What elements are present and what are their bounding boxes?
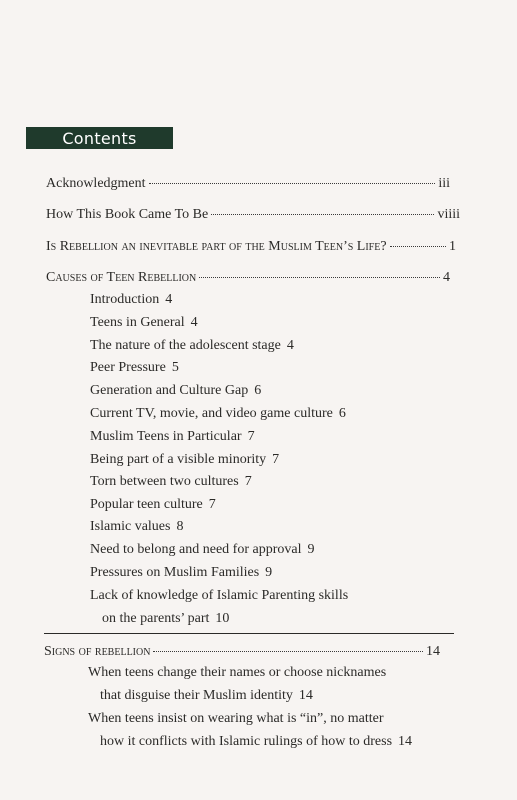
toc-subentry[interactable] bbox=[90, 588, 348, 604]
dot-leader bbox=[149, 183, 436, 184]
toc-subentry[interactable] bbox=[88, 665, 386, 681]
toc-subentry[interactable] bbox=[90, 406, 346, 422]
toc-subentry-title: Teens in General bbox=[90, 315, 185, 330]
toc-subentry-page: 10 bbox=[215, 611, 230, 626]
contents-heading: Contents bbox=[62, 128, 137, 148]
contents-heading-banner bbox=[26, 127, 173, 149]
toc-entry-page: 14 bbox=[426, 644, 440, 659]
toc-entry-how-this-book[interactable] bbox=[46, 207, 460, 223]
toc-subentry-title: how it conflicts with Islamic rulings of how to dress bbox=[100, 734, 393, 749]
dot-leader bbox=[211, 214, 434, 215]
toc-entry-page: 4 bbox=[443, 270, 450, 285]
toc-subentry-title: When teens insist on wearing what is “in”, no matter bbox=[88, 711, 384, 726]
toc-subentry[interactable] bbox=[90, 474, 252, 490]
toc-entry-page: viiii bbox=[437, 207, 460, 222]
toc-subentry-title: Popular teen culture bbox=[90, 497, 203, 512]
toc-subentry-title: The nature of the adolescent stage bbox=[90, 338, 281, 353]
toc-subentry-page: 7 bbox=[272, 452, 280, 467]
toc-subentry[interactable] bbox=[90, 497, 216, 513]
toc-subentry[interactable] bbox=[90, 315, 198, 331]
toc-subentry[interactable] bbox=[90, 519, 183, 535]
toc-subentry-title: Generation and Culture Gap bbox=[90, 383, 249, 398]
toc-subentry[interactable] bbox=[102, 611, 229, 627]
toc-subentry-page: 6 bbox=[338, 406, 346, 421]
toc-entry-acknowledgment[interactable] bbox=[46, 176, 450, 192]
toc-subentry-page: 9 bbox=[307, 542, 315, 557]
toc-subentry-title: Islamic values bbox=[90, 519, 171, 534]
toc-entry-causes[interactable] bbox=[46, 270, 450, 286]
toc-subentry-page: 8 bbox=[176, 519, 184, 534]
toc-subentry-page: 6 bbox=[254, 383, 262, 398]
toc-subentry-page: 4 bbox=[190, 315, 198, 330]
toc-subentry-page: 14 bbox=[398, 734, 413, 749]
toc-subentry[interactable] bbox=[90, 292, 172, 308]
toc-subentry-title: that disguise their Muslim identity bbox=[100, 688, 293, 703]
dot-leader bbox=[153, 651, 423, 652]
toc-subentry-title: Need to belong and need for approval bbox=[90, 542, 302, 557]
toc-subentry[interactable] bbox=[90, 452, 279, 468]
toc-subentry-page: 4 bbox=[165, 292, 173, 307]
dot-leader bbox=[390, 246, 446, 247]
toc-entry-signs-of-rebellion[interactable] bbox=[44, 644, 440, 660]
toc-subentry-title: Muslim Teens in Particular bbox=[90, 429, 242, 444]
toc-subentry[interactable] bbox=[90, 542, 314, 558]
toc-subentry[interactable] bbox=[88, 711, 383, 727]
toc-subentry-page: 7 bbox=[208, 497, 216, 512]
toc-subentry-page: 4 bbox=[286, 338, 294, 353]
toc-subentry[interactable] bbox=[90, 429, 255, 445]
toc-entry-page: 1 bbox=[449, 239, 456, 254]
toc-subentry-title: Lack of knowledge of Islamic Parenting skills bbox=[90, 588, 349, 603]
toc-subentry-page: 7 bbox=[247, 429, 255, 444]
toc-subentry[interactable] bbox=[90, 360, 179, 376]
toc-subentry[interactable] bbox=[90, 338, 294, 354]
toc-subentry-title: Introduction bbox=[90, 292, 160, 307]
toc-subentry[interactable] bbox=[100, 688, 313, 704]
toc-subentry[interactable] bbox=[90, 565, 272, 581]
toc-subentry-page: 7 bbox=[244, 474, 252, 489]
toc-subentry-title: Torn between two cultures bbox=[90, 474, 239, 489]
toc-entry-title: How This Book Came To Be bbox=[46, 207, 209, 222]
toc-subentry[interactable] bbox=[100, 734, 412, 750]
toc-entry-title: Is Rebellion an inevitable part of the Muslim Teen’s Life? bbox=[46, 239, 387, 254]
section-divider bbox=[44, 633, 454, 634]
toc-subentry[interactable] bbox=[90, 383, 261, 399]
toc-subentry-title: When teens change their names or choose nicknames bbox=[88, 665, 387, 680]
toc-subentry-page: 9 bbox=[265, 565, 273, 580]
toc-subentry-title: on the parents’ part bbox=[102, 611, 210, 626]
toc-entry-title: Signs of rebellion bbox=[44, 644, 151, 659]
toc-entry-page: iii bbox=[438, 176, 450, 191]
dot-leader bbox=[199, 277, 440, 278]
toc-entry-title: Causes of Teen Rebellion bbox=[46, 270, 197, 285]
toc-subentry-title: Being part of a visible minority bbox=[90, 452, 267, 467]
toc-entry-title: Acknowledgment bbox=[46, 176, 146, 191]
toc-subentry-title: Current TV, movie, and video game culture bbox=[90, 406, 333, 421]
toc-subentry-title: Peer Pressure bbox=[90, 360, 166, 375]
toc-entry-is-rebellion[interactable] bbox=[46, 239, 456, 255]
toc-subentry-title: Pressures on Muslim Families bbox=[90, 565, 260, 580]
toc-subentry-page: 14 bbox=[298, 688, 313, 703]
toc-subentry-page: 5 bbox=[171, 360, 179, 375]
